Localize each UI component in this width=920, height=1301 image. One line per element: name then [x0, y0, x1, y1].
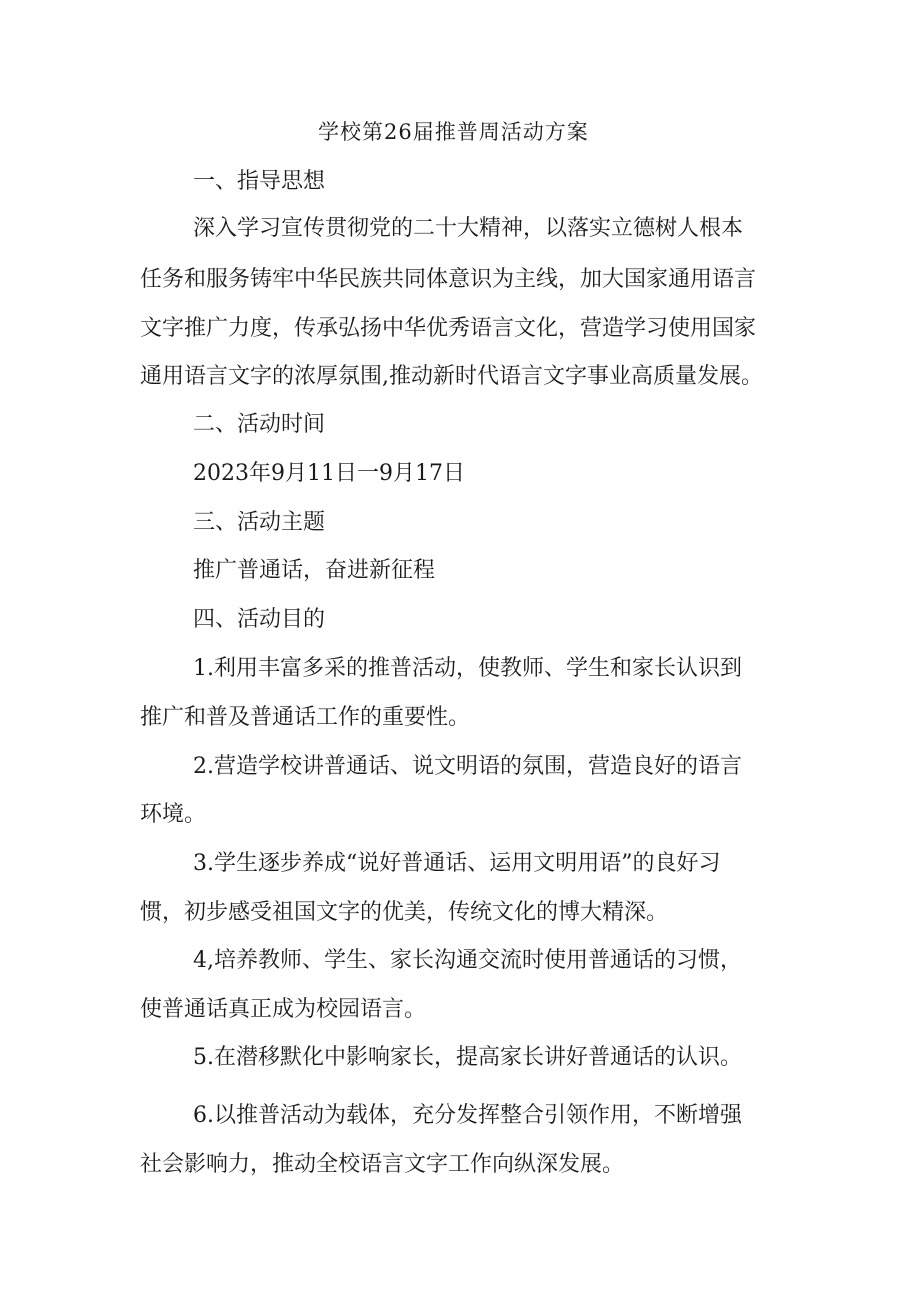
paragraph-line: 任务和服务铸牢中华民族共同体意识为主线，加大国家通用语言 — [140, 267, 757, 292]
activity-date-range: 2023年9月11日一9月17日 — [193, 461, 465, 486]
purpose-item-line: 惯，初步感受祖国文字的优美，传统文化的博大精深。 — [140, 900, 669, 925]
section-heading-guiding-ideology: 一、指导思想 — [193, 169, 326, 194]
purpose-item-line: 推广和普及普通话工作的重要性。 — [140, 705, 471, 730]
purpose-item-line: 环境。 — [140, 802, 207, 827]
paragraph-line: 通用语言文字的浓厚氛围,推动新时代语言文字事业高质量发展。 — [140, 364, 763, 389]
purpose-item-line: 6.以推普活动为载体，充分发挥整合引领作用，不断增强 — [193, 1103, 742, 1128]
purpose-item-line: 2.营造学校讲普通话、说文明语的氛围，营造良好的语言 — [193, 754, 742, 779]
purpose-item-line: 社会影响力，推动全校语言文字工作向纵深发展。 — [140, 1152, 625, 1177]
section-heading-activity-purpose: 四、活动目的 — [193, 607, 326, 632]
purpose-item-line: 5.在潜移默化中影响家长，提高家长讲好普通话的认识。 — [193, 1045, 742, 1070]
section-heading-activity-theme: 三、活动主题 — [193, 510, 326, 535]
section-heading-activity-time: 二、活动时间 — [193, 412, 326, 437]
document-title: 学校第26届推普周活动方案 — [318, 120, 589, 144]
paragraph-line: 深入学习宣传贯彻党的二十大精神，以落实立德树人根本 — [193, 216, 744, 241]
purpose-item-line: 3.学生逐步养成“说好普通话、运用文明用语”的良好习 — [193, 851, 721, 876]
purpose-item-line: 4,培养教师、学生、家长沟通交流时使用普通话的习惯， — [193, 948, 742, 973]
purpose-item-line: 使普通话真正成为校园语言。 — [140, 997, 427, 1022]
activity-theme-text: 推广普通话，奋进新征程 — [193, 558, 436, 583]
paragraph-line: 文字推广力度，传承弘扬中华优秀语言文化，营造学习使用国家 — [140, 316, 757, 341]
purpose-item-line: 1.利用丰富多采的推普活动，使教师、学生和家长认识到 — [193, 656, 742, 681]
